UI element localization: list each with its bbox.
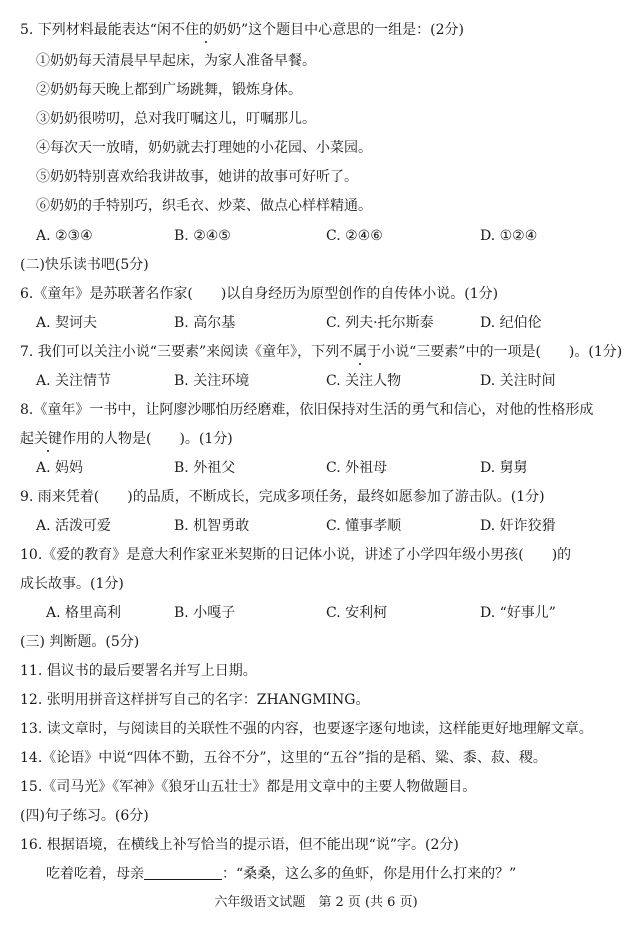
q7-option-c: C. 关注人物 — [326, 373, 402, 389]
q6-option-d: D. 纪伯伦 — [480, 315, 542, 331]
q5-option-d: D. ①②④ — [480, 228, 538, 244]
q8-stem-line-1: 8.《童年》一书中，让阿廖沙哪怕历经磨难，依旧保持对生活的勇气和信心，对他的性格形成 — [20, 402, 594, 418]
q5-item-1: ①奶奶每天清晨早早起床，为家人准备早餐。 — [36, 53, 316, 69]
q16-stem: 16. 根据语境，在横线上补写恰当的提示语，但不能出现“说”字。(2分) — [20, 837, 459, 853]
q9-option-a: A. 活泼可爱 — [36, 518, 112, 534]
q10-option-d: D. “好事儿” — [480, 605, 556, 621]
q5-item-3: ③奶奶很唠叨，总对我叮嘱这儿，叮嘱那儿。 — [36, 111, 316, 127]
section-heading-3: (三) 判断题。(5分) — [20, 634, 140, 650]
q10-stem-line-1: 10.《爱的教育》是意大利作家亚米契斯的日记体小说，讲述了小学四年级小男孩( )的 — [20, 547, 572, 563]
q9-stem: 9. 雨来凭着( )的品质，不断成长，完成多项任务，最终如愿参加了游击队。(1分) — [20, 489, 545, 505]
q8-option-a: A. 妈妈 — [36, 460, 84, 476]
q5-option-c: C. ②④⑥ — [326, 228, 383, 244]
q7-option-d: D. 关注时间 — [480, 373, 556, 389]
q14-stem: 14.《论语》中说“四体不勤，五谷不分”，这里的“五谷”指的是稻、粱、黍、菽、稷。 — [20, 750, 547, 766]
q8-option-b: B. 外祖父 — [174, 460, 236, 476]
q5-option-b: B. ②④⑤ — [174, 228, 231, 244]
q6-option-a: A. 契诃夫 — [36, 315, 98, 331]
q15-stem: 15.《司马光》《军神》《狼牙山五壮士》都是用文章中的主要人物做题目。 — [20, 779, 477, 795]
q13-stem: 13. 读文章时，与阅读目的关联性不强的内容，也要逐字逐句地读，这样能更好地理解文章。 — [20, 721, 593, 737]
q5-stem: 5. 下列材料最能表达“闲不住的奶奶”这个题目中心意思的一组是：(2分) — [20, 22, 464, 38]
answer-blank[interactable] — [144, 865, 222, 880]
q7-option-b: B. 关注环境 — [174, 373, 250, 389]
q12-stem: 12. 张明用拼音这样拼写自己的名字：ZHANGMING。 — [20, 692, 370, 708]
q10-option-a: A. 格里高利 — [46, 605, 122, 621]
q16-sentence: 吃着吃着，母亲 ：“桑桑，这么多的鱼虾，你是用什么打来的？” — [46, 866, 517, 882]
q7-stem: 7. 我们可以关注小说“三要素”来阅读《童年》，下列不属于小说“三要素”中的一项是( )。(1分) — [20, 344, 623, 360]
q5-item-2: ②奶奶每天晚上都到广场跳舞，锻炼身体。 — [36, 82, 302, 98]
q6-stem: 6.《童年》是苏联著名作家( )以自身经历为原型创作的自传体小说。(1分) — [20, 286, 499, 302]
q5-item-6: ⑥奶奶的手特别巧，织毛衣、炒菜、做点心样样精通。 — [36, 198, 372, 214]
q5-option-a: A. ②③④ — [36, 228, 93, 244]
q6-option-b: B. 高尔基 — [174, 315, 236, 331]
q10-option-c: C. 安利柯 — [326, 605, 388, 621]
q10-option-b: B. 小嘎子 — [174, 605, 236, 621]
q9-option-d: D. 奸诈狡猾 — [480, 518, 556, 534]
section-heading-2: (二)快乐读书吧(5分) — [20, 257, 149, 273]
q7-option-a: A. 关注情节 — [36, 373, 112, 389]
section-heading-4: (四)句子练习。(6分) — [20, 808, 149, 824]
q6-option-c: C. 列夫·托尔斯泰 — [326, 315, 434, 331]
q9-option-b: B. 机智勇敢 — [174, 518, 250, 534]
page-footer: 六年级语文试题 第 2 页 (共 6 页) — [214, 895, 418, 910]
q8-stem-line-2: 起关键作用的人物是( )。(1分) — [20, 431, 233, 447]
q10-stem-line-2: 成长故事。(1分) — [20, 576, 124, 592]
q8-option-d: D. 舅舅 — [480, 460, 528, 476]
q8-option-c: C. 外祖母 — [326, 460, 388, 476]
q9-option-c: C. 懂事孝顺 — [326, 518, 402, 534]
q5-item-5: ⑤奶奶特别喜欢给我讲故事，她讲的故事可好听了。 — [36, 169, 358, 185]
q5-item-4: ④每次天一放晴，奶奶就去打理她的小花园、小菜园。 — [36, 140, 372, 156]
q11-stem: 11. 倡议书的最后要署名并写上日期。 — [20, 663, 257, 679]
